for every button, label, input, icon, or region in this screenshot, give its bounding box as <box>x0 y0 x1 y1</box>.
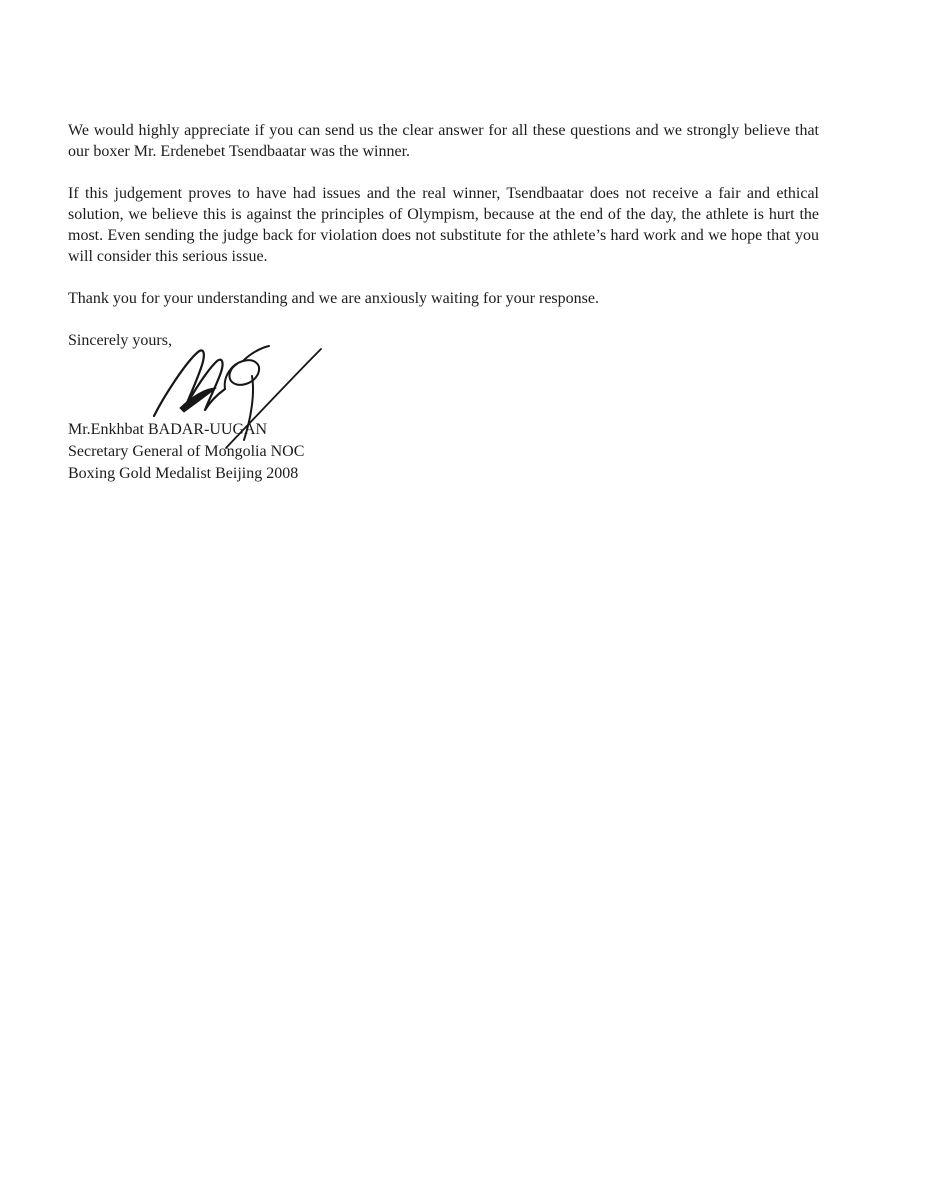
signatory-credential: Boxing Gold Medalist Beijing 2008 <box>68 465 299 482</box>
paragraph-appreciation: We would highly appreciate if you can send us the clear answer for all these questions and we strongly believe that our boxer Mr. Erdenebet Tsendbaatar was the winner. <box>68 122 819 160</box>
letter-body <box>68 120 819 485</box>
paragraph-judgement-issues: If this judgement proves to have had issues and the real winner, Tsendbaatar does not receive a fair and ethical solution, we believe this is against the principles of Olympism, because at the end of the day, the athlete is hurt the most. Even sending the judge back for violation does not substitute for the athlete’s hard work and we hope that you will consider this serious issue. <box>68 185 819 265</box>
signatory-title: Secretary General of Mongolia NOC <box>68 443 305 460</box>
signatory-name: Mr.Enkhbat BADAR-UUGAN <box>68 421 268 438</box>
closing-salutation: Sincerely yours, <box>68 332 172 349</box>
paragraph-thanks: Thank you for your understanding and we are anxiously waiting for your response. <box>68 290 599 307</box>
signatory-block <box>68 419 819 485</box>
